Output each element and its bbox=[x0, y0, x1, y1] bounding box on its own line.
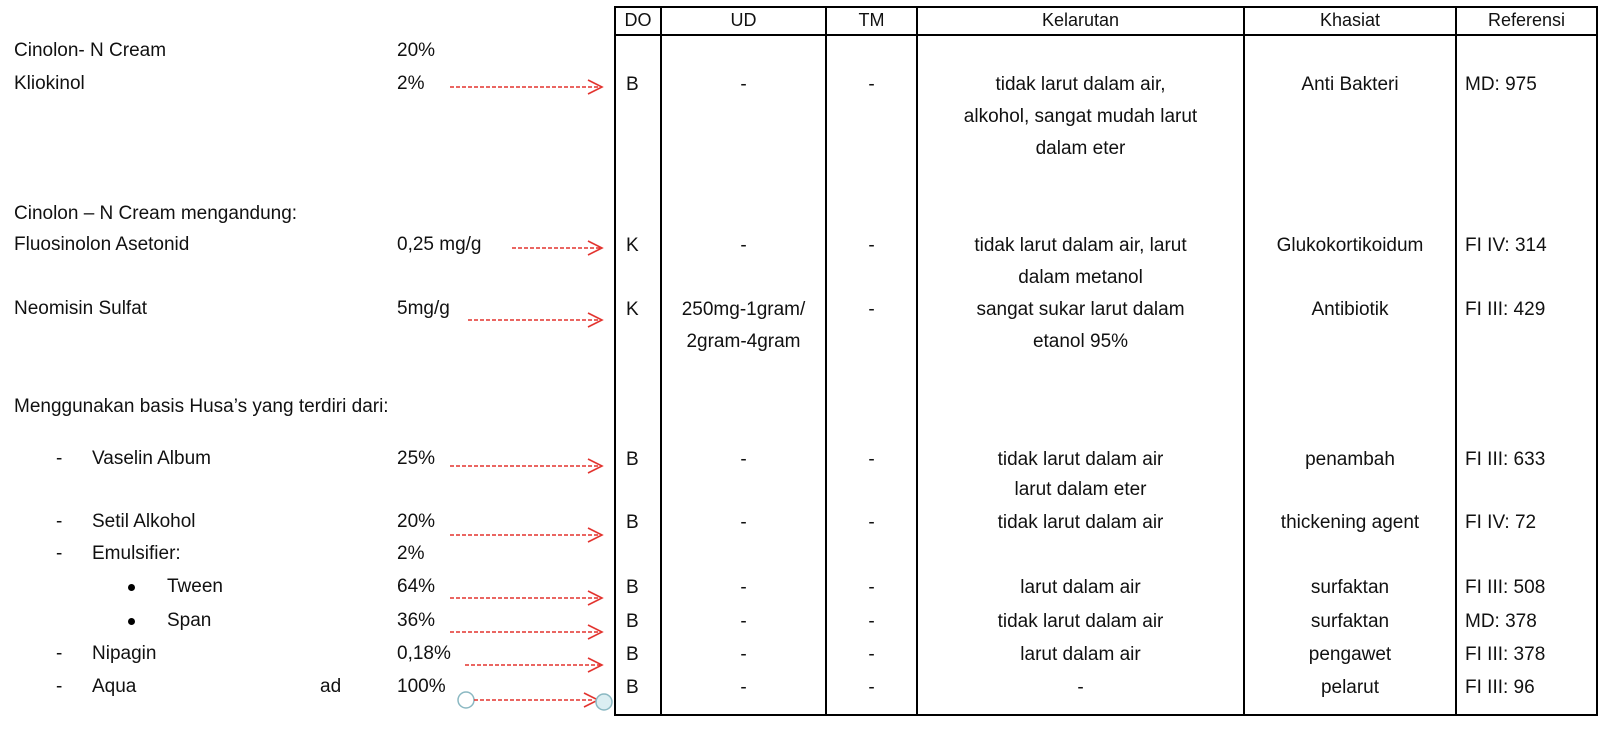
label-tween: Tween bbox=[167, 576, 223, 597]
cell-tm: - bbox=[868, 512, 875, 533]
cell-ud: - bbox=[740, 611, 747, 632]
cell-kelarutan: dalam metanol bbox=[1018, 267, 1143, 288]
basis-heading: Menggunakan basis Husa’s yang terdiri dari: bbox=[14, 396, 389, 417]
cell-referensi: FI III: 378 bbox=[1465, 644, 1546, 665]
cell-ud: - bbox=[740, 449, 747, 470]
cell-ud: - bbox=[740, 644, 747, 665]
pct-emulsifier: 2% bbox=[397, 543, 425, 564]
cell-referensi: MD: 975 bbox=[1465, 74, 1537, 95]
label-aqua: Aqua bbox=[92, 676, 137, 697]
arrow-vaselin bbox=[450, 459, 602, 473]
header-do: DO bbox=[624, 10, 652, 30]
cell-referensi: FI III: 633 bbox=[1465, 449, 1546, 470]
cell-kelarutan: larut dalam eter bbox=[1014, 479, 1147, 500]
cell-tm: - bbox=[868, 644, 875, 665]
cell-referensi: FI III: 508 bbox=[1465, 577, 1546, 598]
label-vaselin: Vaselin Album bbox=[92, 448, 211, 469]
cell-ud: 250mg-1gram/ bbox=[681, 299, 806, 320]
connector-start-circle bbox=[458, 692, 474, 708]
header-ud: UD bbox=[730, 10, 757, 30]
dash-bullet: - bbox=[56, 511, 63, 532]
cell-kelarutan: tidak larut dalam air, larut bbox=[974, 235, 1187, 256]
pct-setil: 20% bbox=[397, 511, 436, 532]
cell-kelarutan: dalam eter bbox=[1035, 138, 1126, 159]
arrow-nipagin bbox=[465, 658, 602, 672]
arrow-neomisin bbox=[468, 313, 602, 327]
arrow-span bbox=[450, 625, 602, 639]
cell-khasiat: surfaktan bbox=[1310, 577, 1390, 598]
cell-kelarutan: tidak larut dalam air bbox=[997, 449, 1164, 470]
cell-tm: - bbox=[868, 235, 875, 256]
cell-kelarutan: sangat sukar larut dalam bbox=[976, 299, 1185, 320]
cell-do: B bbox=[626, 449, 639, 470]
cell-khasiat: Glukokortikoidum bbox=[1276, 235, 1424, 256]
cell-tm: - bbox=[868, 577, 875, 598]
cell-do: B bbox=[626, 512, 639, 533]
cell-ud: - bbox=[740, 74, 747, 95]
arrow-kliokinol bbox=[450, 80, 602, 94]
cell-tm: - bbox=[868, 74, 875, 95]
cell-tm: - bbox=[868, 449, 875, 470]
cell-khasiat: pengawet bbox=[1308, 644, 1392, 665]
cell-referensi: FI IV: 314 bbox=[1465, 235, 1547, 256]
cell-do: K bbox=[626, 299, 639, 320]
dash-bullet: - bbox=[56, 643, 63, 664]
aqua-ad: ad bbox=[320, 676, 342, 697]
label-span: Span bbox=[167, 610, 212, 631]
header-referensi: Referensi bbox=[1487, 10, 1566, 30]
dash-bullet: - bbox=[56, 676, 63, 697]
cell-referensi: FI IV: 72 bbox=[1465, 512, 1537, 533]
cell-kelarutan: larut dalam air bbox=[1020, 577, 1141, 598]
cell-do: B bbox=[626, 74, 639, 95]
cell-kelarutan: tidak larut dalam air bbox=[997, 611, 1164, 632]
cell-khasiat: penambah bbox=[1305, 449, 1395, 470]
title-cinolon: Cinolon- N Cream bbox=[14, 40, 167, 61]
cell-referensi: FI III: 96 bbox=[1465, 677, 1535, 698]
cell-ud: - bbox=[740, 677, 747, 698]
cell-referensi: FI III: 429 bbox=[1465, 299, 1546, 320]
label-setil: Setil Alkohol bbox=[92, 511, 196, 532]
header-kelarutan: Kelarutan bbox=[1041, 10, 1120, 30]
label-fluosinolon: Fluosinolon Asetonid bbox=[14, 234, 190, 255]
table-border-bottom bbox=[614, 714, 1598, 716]
cell-do: B bbox=[626, 644, 639, 665]
table-border-left bbox=[614, 6, 616, 716]
header-tm: TM bbox=[858, 10, 885, 30]
contains-heading: Cinolon – N Cream mengandung: bbox=[14, 203, 298, 224]
amount-fluosinolon: 0,25 mg/g bbox=[397, 234, 482, 255]
cell-ud: - bbox=[740, 512, 747, 533]
cell-kelarutan: - bbox=[1077, 677, 1084, 698]
cell-tm: - bbox=[868, 677, 875, 698]
pct-span: 36% bbox=[397, 610, 436, 631]
cell-khasiat: surfaktan bbox=[1310, 611, 1390, 632]
pct-tween: 64% bbox=[397, 576, 436, 597]
cell-kelarutan: alkohol, sangat mudah larut bbox=[963, 106, 1198, 127]
label-kliokinol: Kliokinol bbox=[14, 73, 85, 94]
cell-kelarutan: tidak larut dalam air, bbox=[995, 74, 1166, 95]
title-cinolon-pct: 20% bbox=[397, 40, 436, 61]
cell-khasiat: Anti Bakteri bbox=[1301, 74, 1399, 95]
label-nipagin: Nipagin bbox=[92, 643, 157, 664]
arrow-fluosinolon bbox=[512, 241, 602, 255]
cell-kelarutan: etanol 95% bbox=[1032, 331, 1129, 352]
dash-bullet: - bbox=[56, 448, 63, 469]
pct-vaselin: 25% bbox=[397, 448, 436, 469]
header-khasiat: Khasiat bbox=[1319, 10, 1381, 30]
cell-do: B bbox=[626, 677, 639, 698]
cell-kelarutan: larut dalam air bbox=[1020, 644, 1141, 665]
cell-do: B bbox=[626, 577, 639, 598]
col-divider-khasiat bbox=[1455, 6, 1457, 716]
cell-kelarutan: tidak larut dalam air bbox=[997, 512, 1164, 533]
arrow-tween bbox=[450, 591, 602, 605]
arrow-aqua bbox=[458, 692, 612, 710]
cell-khasiat: thickening agent bbox=[1280, 512, 1420, 533]
cell-ud: - bbox=[740, 235, 747, 256]
pct-aqua: 100% bbox=[397, 676, 446, 697]
header-divider bbox=[614, 34, 1598, 36]
cell-tm: - bbox=[868, 611, 875, 632]
cell-referensi: MD: 378 bbox=[1465, 611, 1537, 632]
cell-do: B bbox=[626, 611, 639, 632]
table-border-right bbox=[1596, 6, 1598, 716]
cell-do: K bbox=[626, 235, 639, 256]
pct-kliokinol: 2% bbox=[397, 73, 425, 94]
cell-ud: - bbox=[740, 577, 747, 598]
label-neomisin: Neomisin Sulfat bbox=[14, 298, 148, 319]
pct-nipagin: 0,18% bbox=[397, 643, 451, 664]
cell-tm: - bbox=[868, 299, 875, 320]
connector-end-circle bbox=[596, 694, 612, 710]
dash-bullet: - bbox=[56, 543, 63, 564]
cell-khasiat: Antibiotik bbox=[1311, 299, 1389, 320]
amount-neomisin: 5mg/g bbox=[397, 298, 450, 319]
cell-ud: 2gram-4gram bbox=[686, 331, 801, 352]
label-emulsifier: Emulsifier: bbox=[92, 543, 181, 564]
cell-khasiat: pelarut bbox=[1320, 677, 1380, 698]
arrow-setil bbox=[450, 528, 602, 542]
